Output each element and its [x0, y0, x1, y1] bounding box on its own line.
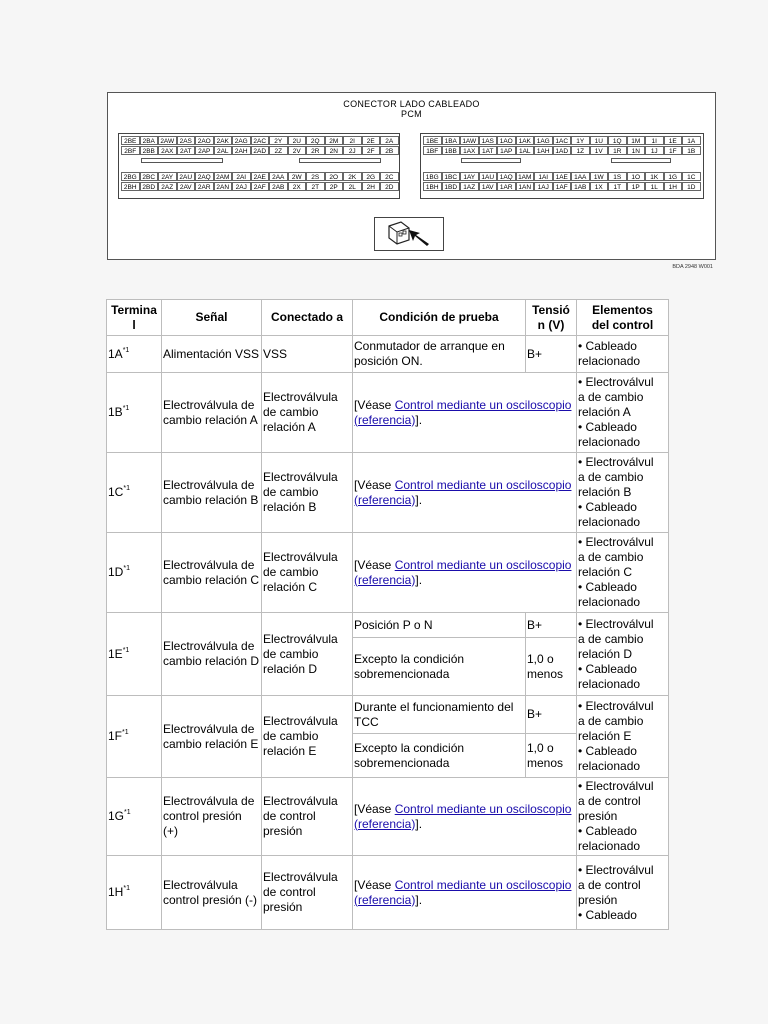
- connector-pin: 2BH: [121, 182, 140, 191]
- table-row: [107, 373, 669, 453]
- connector-pin: 1BB: [442, 146, 461, 155]
- connector-pin: 2BF: [121, 146, 140, 155]
- connected-cell: VSS: [262, 336, 353, 373]
- connector-pin: 2D: [380, 182, 399, 191]
- terminal-cell: [107, 453, 162, 533]
- connector-diagram: [107, 92, 716, 270]
- connector-left: [118, 133, 400, 199]
- connector-pin: 2AG: [232, 136, 251, 145]
- condition-cell: [353, 373, 577, 453]
- voltage-cell: 1,0 o menos: [526, 638, 577, 696]
- elements-cell: • Electroválvul a de cambio relación C • Cableado relacionado: [577, 533, 669, 613]
- terminal-cell: [107, 778, 162, 856]
- connector-pin: 2AL: [214, 146, 233, 155]
- condition-cell: Conmutador de arranque en posición ON.: [353, 336, 526, 373]
- connector-pin: 1F: [664, 146, 683, 155]
- connector-pin: 2AN: [214, 182, 233, 191]
- connector-pin: 2N: [325, 146, 344, 155]
- diagram-code: BDA 2948 W001: [672, 264, 713, 270]
- elements-cell: • Electroválvul a de cambio relación E • Cableado relacionado: [577, 696, 669, 778]
- terminal-id: 1A: [108, 346, 123, 361]
- connector-pin: 2AJ: [232, 182, 251, 191]
- header-terminal: Termina l: [107, 300, 162, 336]
- connector-pin: 2W: [288, 172, 307, 181]
- connector-pin: 2B: [380, 146, 399, 155]
- connector-pin: 2AY: [158, 172, 177, 181]
- oscilloscope-reference-link[interactable]: Control mediante un osciloscopio (referencia): [354, 801, 572, 831]
- table-row: [107, 856, 669, 930]
- connector-pin: 2AR: [195, 182, 214, 191]
- elements-cell: • Cableado relacionado: [577, 336, 669, 373]
- table-row: [107, 696, 669, 734]
- signal-cell: Electroválvula de cambio relación B: [162, 453, 262, 533]
- connector-key: [611, 158, 671, 163]
- connector-pin: 1X: [590, 182, 609, 191]
- connector-pin: 1BD: [442, 182, 461, 191]
- header-connected: Conectado a: [262, 300, 353, 336]
- connector-pin: 2BD: [140, 182, 159, 191]
- connector-pin: 1AL: [516, 146, 535, 155]
- connector-pin: 1M: [627, 136, 646, 145]
- signal-cell: Electroválvula de cambio relación D: [162, 613, 262, 696]
- connector-pin: 2AV: [177, 182, 196, 191]
- voltage-cell: 1,0 o menos: [526, 734, 577, 778]
- connector-pin: 2O: [325, 172, 344, 181]
- pin-row-right-top-1: [423, 136, 701, 145]
- vease-prefix: [Véase: [354, 557, 395, 572]
- elements-cell: • Electroválvul a de control presión • Cableado: [577, 856, 669, 930]
- connector-pin: 2AK: [214, 136, 233, 145]
- oscilloscope-reference-link[interactable]: Control mediante un osciloscopio (referencia): [354, 477, 572, 507]
- connector-pin: 2T: [306, 182, 325, 191]
- terminal-id: 1H: [108, 885, 124, 899]
- connector-pin: 2F: [362, 146, 381, 155]
- vease-suffix: ].: [415, 492, 423, 507]
- pin-row-left-top-2: [121, 146, 399, 155]
- header-elements: Elementos del control: [577, 300, 669, 336]
- connector-pin: 2J: [343, 146, 362, 155]
- connector-pin: 1AZ: [460, 182, 479, 191]
- connector-pin: 1AS: [479, 136, 498, 145]
- connector-pin: 2R: [306, 146, 325, 155]
- vease-suffix: ].: [415, 412, 423, 427]
- connector-pin: 2S: [306, 172, 325, 181]
- table-row: [107, 336, 669, 373]
- connector-pin: 1AM: [516, 172, 535, 181]
- connector-pin: 1AU: [479, 172, 498, 181]
- terminal-id: 1D: [108, 565, 124, 579]
- table-row: [107, 453, 669, 533]
- condition-cell: Durante el funcionamiento del TCC: [353, 696, 526, 734]
- connector-pin: 1E: [664, 136, 683, 145]
- connector-pin: 1AD: [553, 146, 572, 155]
- terminal-id: 1E: [108, 646, 123, 661]
- connector-pin: 2AC: [251, 136, 270, 145]
- signal-cell: Electroválvula control presión (-): [162, 856, 262, 930]
- connector-pin: 2Z: [269, 146, 288, 155]
- connector-pin: 1U: [590, 136, 609, 145]
- connector-pin: 2AM: [214, 172, 233, 181]
- connector-pin: 2BA: [140, 136, 159, 145]
- connector-pin: 1AE: [553, 172, 572, 181]
- connector-pin: 2BC: [140, 172, 159, 181]
- connected-cell: Electroválvula de cambio relación C: [262, 533, 353, 613]
- connector-pin: 1AW: [460, 136, 479, 145]
- connector-pin: 1AT: [479, 146, 498, 155]
- terminal-cell: [107, 336, 162, 373]
- connector-pin: 1B: [682, 146, 701, 155]
- signal-cell: Electroválvula de cambio relación C: [162, 533, 262, 613]
- connector-pin: 1AK: [516, 136, 535, 145]
- connector-pin: 1BA: [442, 136, 461, 145]
- connector-pin: 1AB: [571, 182, 590, 191]
- connector-pin: 1K: [645, 172, 664, 181]
- connector-pin: 1R: [608, 146, 627, 155]
- connector-pin: 1BE: [423, 136, 442, 145]
- condition-cell: [353, 453, 577, 533]
- connector-pin: 2P: [325, 182, 344, 191]
- connector-pin: 2BG: [121, 172, 140, 181]
- connector-pin: 2AB: [269, 182, 288, 191]
- connector-pin: 2AE: [251, 172, 270, 181]
- elements-cell: • Electroválvul a de cambio relación D • Cableado relacionado: [577, 613, 669, 696]
- footnote-mark: *1: [122, 346, 130, 354]
- connector-pin: 1AN: [516, 182, 535, 191]
- connector-pin: 1Y: [571, 136, 590, 145]
- vease-prefix: [Véase: [354, 877, 395, 892]
- voltage-cell: B+: [526, 336, 577, 373]
- connector-pin: 2AT: [177, 146, 196, 155]
- connected-cell: Electroválvula de control presión: [262, 856, 353, 930]
- connector-pin: 1H: [664, 182, 683, 191]
- connector-pin: 1AJ: [534, 182, 553, 191]
- connector-pin: 2A: [380, 136, 399, 145]
- connector-pin: 1AO: [497, 136, 516, 145]
- connector-pin: 1N: [627, 146, 646, 155]
- pin-row-left-top-1: [121, 136, 399, 145]
- pin-row-right-top-2: [423, 146, 701, 155]
- connector-pin: 2AH: [232, 146, 251, 155]
- terminal-table: [106, 299, 669, 930]
- connector-pin: 1BH: [423, 182, 442, 191]
- connector-pin: 1BC: [442, 172, 461, 181]
- connector-pin: 2Q: [306, 136, 325, 145]
- vease-suffix: ].: [415, 892, 423, 907]
- connector-pin: 2AZ: [158, 182, 177, 191]
- terminal-cell: [107, 533, 162, 613]
- connector-pin: 1BG: [423, 172, 442, 181]
- terminal-cell: [107, 373, 162, 453]
- condition-cell: Excepto la condición sobremencionada: [353, 638, 526, 696]
- footnote-mark: *1: [123, 485, 130, 492]
- connector-key: [141, 158, 223, 163]
- header-voltage: Tensió n (V): [526, 300, 577, 336]
- connector-pin: 2H: [362, 182, 381, 191]
- footnote-mark: *1: [124, 809, 131, 816]
- oscilloscope-reference-link[interactable]: Control mediante un osciloscopio (referencia): [354, 557, 572, 587]
- connector-pin: 2AD: [251, 146, 270, 155]
- table-header-row: [107, 300, 669, 336]
- connector-pin: 2L: [343, 182, 362, 191]
- connector-pin: 1D: [682, 182, 701, 191]
- connector-key: [461, 158, 521, 163]
- connector-pin: 1O: [627, 172, 646, 181]
- header-signal: Señal: [162, 300, 262, 336]
- footnote-mark: *1: [122, 405, 130, 412]
- connector-pin: 2BE: [121, 136, 140, 145]
- connector-pin: 1G: [664, 172, 683, 181]
- signal-cell: Electroválvula de cambio relación E: [162, 696, 262, 778]
- connector-pin: 1J: [645, 146, 664, 155]
- connector-pin: 2X: [288, 182, 307, 191]
- connector-pin: 2AW: [158, 136, 177, 145]
- condition-cell: Posición P o N: [353, 613, 526, 638]
- connector-pin: 2AA: [269, 172, 288, 181]
- connector-pin: 1A: [682, 136, 701, 145]
- connector-pin: 1AF: [553, 182, 572, 191]
- footnote-mark: *1: [123, 565, 130, 572]
- connector-pin: 1AQ: [497, 172, 516, 181]
- connector-pin: 1V: [590, 146, 609, 155]
- connector-pin: 1P: [627, 182, 646, 191]
- connector-pin: 2AQ: [195, 172, 214, 181]
- connector-pin: 1AH: [534, 146, 553, 155]
- connector-pin: 2Y: [269, 136, 288, 145]
- connector-pin: 1AC: [553, 136, 572, 145]
- connector-pin: 1Q: [608, 136, 627, 145]
- oscilloscope-reference-link[interactable]: Control mediante un osciloscopio (referencia): [354, 877, 572, 907]
- connector-pin: 2U: [288, 136, 307, 145]
- footnote-mark: *1: [122, 729, 129, 736]
- condition-cell: [353, 778, 577, 856]
- terminal-cell: [107, 856, 162, 930]
- connector-pin: 1T: [608, 182, 627, 191]
- table-row: [107, 778, 669, 856]
- connector-pin: 1I: [645, 136, 664, 145]
- connector-pin: 2E: [362, 136, 381, 145]
- condition-cell: [353, 533, 577, 613]
- terminal-id: 1C: [108, 485, 124, 499]
- connector-pin: 2AO: [195, 136, 214, 145]
- vease-prefix: [Véase: [354, 801, 395, 816]
- pin-row-right-bottom-2: [423, 182, 701, 191]
- elements-cell: • Electroválvul a de cambio relación B • Cableado relacionado: [577, 453, 669, 533]
- diagram-title: [108, 99, 715, 119]
- connector-pin: 2AX: [158, 146, 177, 155]
- condition-cell: Excepto la condición sobremencionada: [353, 734, 526, 778]
- vease-suffix: ].: [415, 572, 423, 587]
- connector-pin: 1AP: [497, 146, 516, 155]
- connector-pin: 2G: [362, 172, 381, 181]
- terminal-id: 1B: [108, 405, 123, 419]
- elements-cell: • Electroválvul a de cambio relación A • Cableado relacionado: [577, 373, 669, 453]
- connector-pin: 1AY: [460, 172, 479, 181]
- connected-cell: Electroválvula de cambio relación E: [262, 696, 353, 778]
- connector-pin: 1L: [645, 182, 664, 191]
- terminal-cell: [107, 696, 162, 778]
- table-row: [107, 533, 669, 613]
- connector-key: [299, 158, 381, 163]
- connector-pin: 2I: [343, 136, 362, 145]
- connector-pin: 2C: [380, 172, 399, 181]
- connector-pin: 2AS: [177, 136, 196, 145]
- connector-pin: 1C: [682, 172, 701, 181]
- vease-prefix: [Véase: [354, 477, 395, 492]
- connector-right: [420, 133, 704, 199]
- pin-row-right-bottom-1: [423, 172, 701, 181]
- elements-cell: • Electroválvul a de control presión • Cableado relacionado: [577, 778, 669, 856]
- connected-cell: Electroválvula de cambio relación A: [262, 373, 353, 453]
- connector-pin: 1AR: [497, 182, 516, 191]
- connector-pin: 1AI: [534, 172, 553, 181]
- diagram-title-line2: PCM: [401, 109, 422, 119]
- connector-pin: 1AG: [534, 136, 553, 145]
- condition-cell: [353, 856, 577, 930]
- connector-pin: 2V: [288, 146, 307, 155]
- table-row: [107, 613, 669, 638]
- footnote-mark: *1: [122, 646, 130, 654]
- connector-pin: 1AA: [571, 172, 590, 181]
- connected-cell: Electroválvula de cambio relación D: [262, 613, 353, 696]
- connector-pin: 2AP: [195, 146, 214, 155]
- connector-pin: 1W: [590, 172, 609, 181]
- connector-pin: 2AF: [251, 182, 270, 191]
- connector-pin: 1AV: [479, 182, 498, 191]
- connector-pin: 1S: [608, 172, 627, 181]
- footnote-mark: *1: [123, 885, 130, 892]
- connected-cell: Electroválvula de cambio relación B: [262, 453, 353, 533]
- header-condition: Condición de prueba: [353, 300, 526, 336]
- diagram-title-line1: CONECTOR LADO CABLEADO: [343, 99, 480, 109]
- voltage-cell: B+: [526, 696, 577, 734]
- connector-pin: 2BB: [140, 146, 159, 155]
- signal-cell: Electroválvula de control presión (+): [162, 778, 262, 856]
- connector-pin: 2AI: [232, 172, 251, 181]
- terminal-cell: [107, 613, 162, 696]
- terminal-id: 1G: [108, 809, 125, 823]
- terminal-id: 1F: [108, 729, 123, 743]
- vease-suffix: ].: [415, 816, 423, 831]
- pin-row-left-bottom-1: [121, 172, 399, 181]
- oscilloscope-reference-link[interactable]: Control mediante un osciloscopio (referencia): [354, 397, 572, 427]
- vease-prefix: [Véase: [354, 397, 395, 412]
- voltage-cell: B+: [526, 613, 577, 638]
- connector-pin: 2M: [325, 136, 344, 145]
- connector-pin: 2K: [343, 172, 362, 181]
- plug-icon-graphic: [375, 218, 443, 250]
- connector-pin: 1BF: [423, 146, 442, 155]
- pin-row-left-bottom-2: [121, 182, 399, 191]
- connector-plug-icon: [374, 217, 444, 251]
- connected-cell: Electroválvula de control presión: [262, 778, 353, 856]
- signal-cell: Alimentación VSS: [162, 336, 262, 373]
- connector-pin: 1AX: [460, 146, 479, 155]
- connector-pin: 2AU: [177, 172, 196, 181]
- signal-cell: Electroválvula de cambio relación A: [162, 373, 262, 453]
- connector-pin: 1Z: [571, 146, 590, 155]
